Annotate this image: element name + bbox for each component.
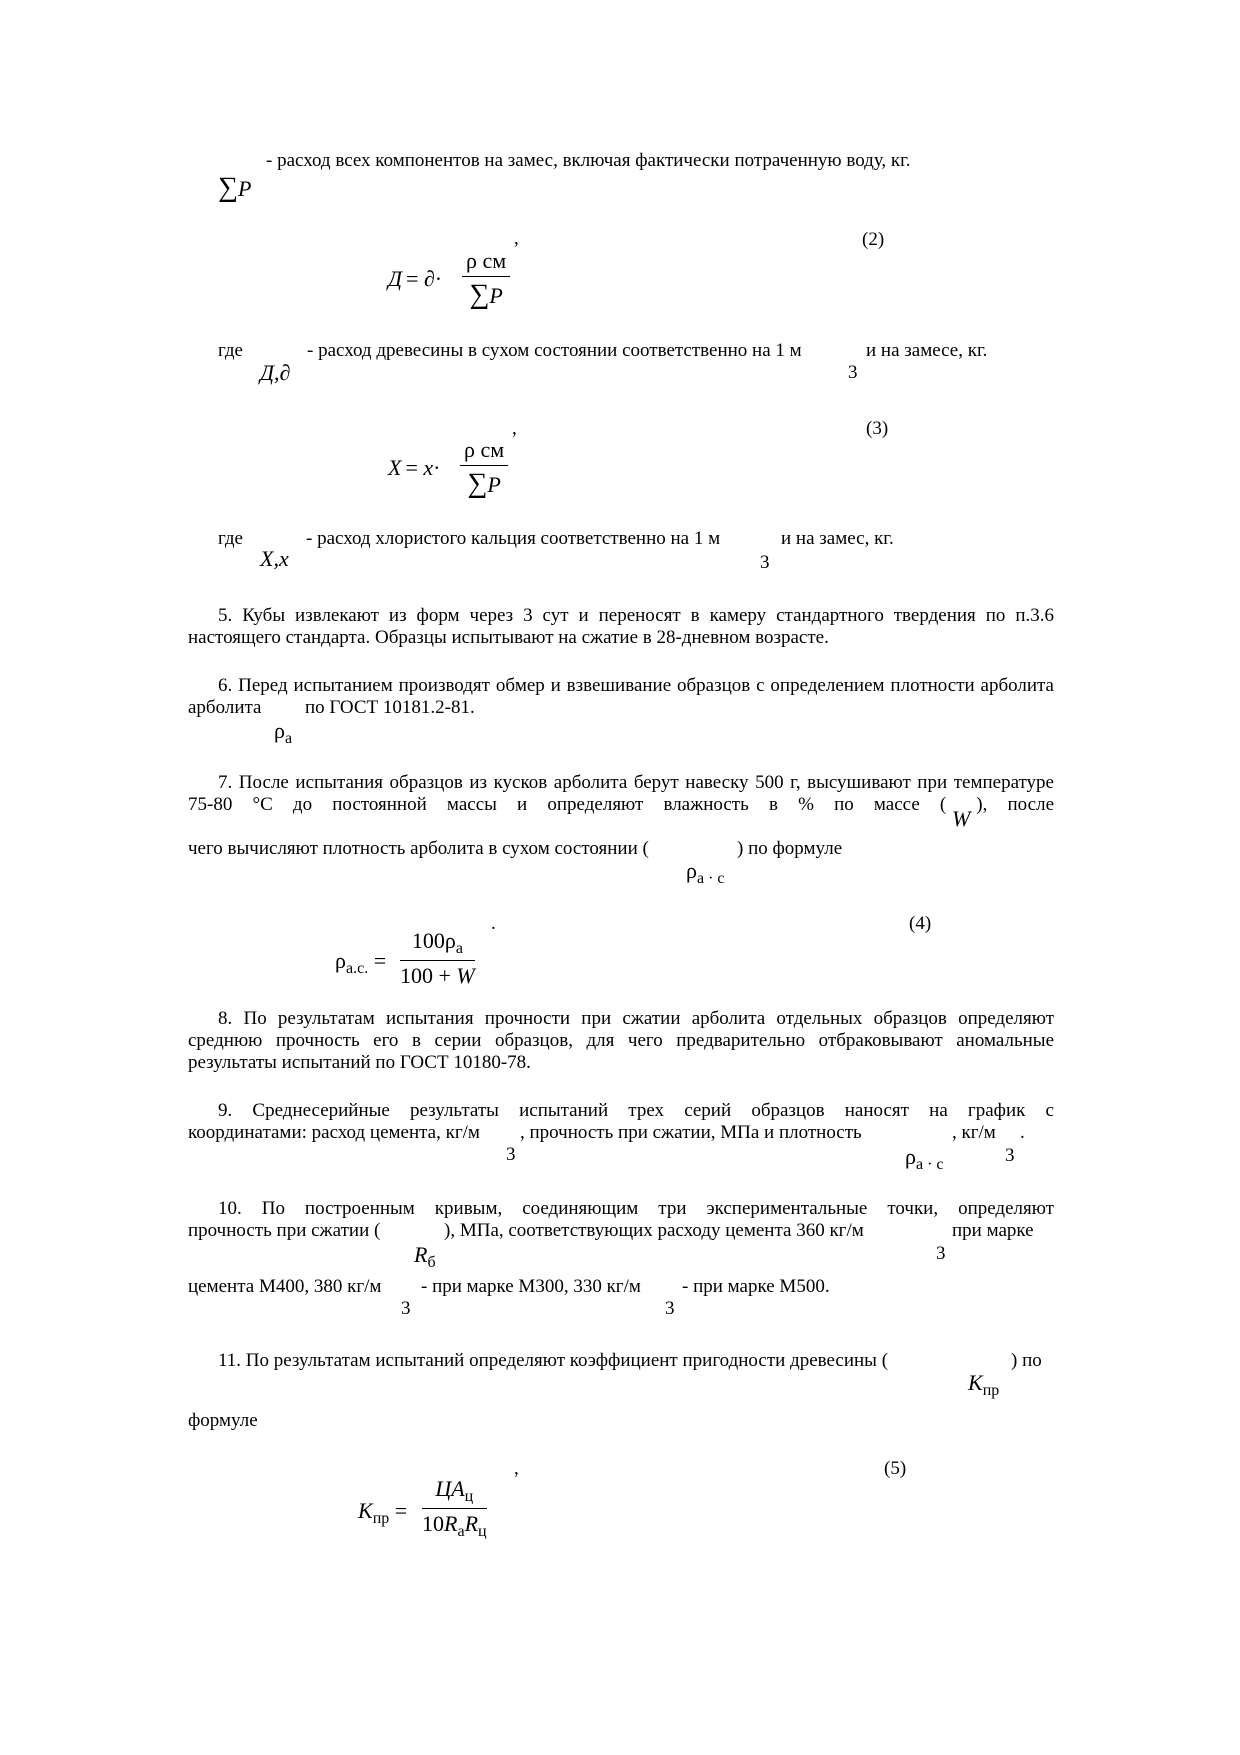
paragraph-11-a: 11. По результатам испытаний определяют коэффициент пригодности древесины ( [218, 1350, 889, 1371]
formula-4-den-var: W [456, 963, 475, 988]
formula-5-numerator [422, 1476, 487, 1509]
formula-3: X = x· [388, 455, 441, 480]
where-d-text: - расход древесины в сухом состоянии соответственно на 1 м [307, 340, 802, 361]
formula-2-fraction: ρ см ∑P [462, 248, 510, 311]
formula-5-lhs-char: K [358, 1498, 373, 1523]
paragraph-6-gost: по ГОСТ 10181.2-81. [305, 697, 475, 718]
paragraph-9-c: , прочность при сжатии, МПа и плотность [520, 1122, 862, 1143]
formula-5-lhs-sub: пр [372, 1510, 390, 1527]
where-x-symbol: X,x [260, 546, 289, 571]
where-x-sup: 3 [760, 552, 770, 573]
formula-2-denominator: P [489, 283, 503, 308]
paragraph-9-sup1: 3 [506, 1144, 516, 1165]
k-pr-sub: пр [982, 1382, 1000, 1399]
paragraph-11-c: формуле [188, 1410, 258, 1431]
formula-2: Д = ∂· [388, 266, 443, 291]
where-x-text: - расход хлористого кальция соответственно на 1 м [306, 528, 721, 549]
paragraph-9-line1: 9. Среднесерийные результаты испытаний трех серий образцов наносят на график с [218, 1100, 1054, 1121]
rho-a-char: ρ [274, 718, 285, 743]
sum-p-definition: - расход всех компонентов на замес, включая фактически потраченную воду, кг. [266, 150, 911, 171]
rho-ac-char: ρ [686, 858, 697, 883]
paragraph-10-sup1: 3 [936, 1243, 946, 1264]
formula-5-den-r2-sub: ц [478, 1523, 487, 1540]
formula-3-comma: , [512, 418, 517, 439]
rho-a-symbol [274, 718, 292, 748]
paragraph-9-d: , кг/м [952, 1122, 996, 1143]
where-d-symbol: Д,∂ [260, 360, 291, 385]
formula-3-numerator: ρ см [460, 437, 508, 466]
paragraph-7-line1 [188, 772, 1054, 816]
formula-3-denominator: P [487, 472, 501, 497]
paragraph-7-line3b: ) по формуле [737, 838, 843, 859]
paragraph-7-after: ), после [976, 794, 1054, 815]
paragraph-10-sup2: 3 [401, 1298, 411, 1319]
formula-5-num-a: ЦA [435, 1476, 465, 1501]
formula-4-number: (4) [909, 913, 932, 934]
formula-5-fraction [422, 1476, 487, 1541]
k-pr-char: K [968, 1370, 983, 1395]
k-pr-symbol [968, 1370, 999, 1400]
paragraph-9-sup2: 3 [1005, 1145, 1015, 1166]
formula-3-fraction: ρ см ∑P [460, 437, 508, 500]
where-x-lead: где [218, 528, 243, 549]
rho-ac-symbol-2 [905, 1144, 944, 1174]
formula-3-number: (3) [866, 418, 889, 439]
where-x-tail: и на замес, кг. [781, 528, 894, 549]
formula-2-number: (2) [862, 229, 885, 250]
formula-5-denominator [422, 1509, 487, 1541]
paragraph-6-arbolit: арболита [188, 697, 262, 718]
paragraph-7-line3a: чего вычисляют плотность арболита в сухом состоянии ( [188, 838, 649, 859]
formula-5-comma: , [514, 1458, 519, 1479]
formula-5-number: (5) [884, 1458, 907, 1479]
paragraph-11-b: ) по [1011, 1350, 1042, 1371]
paragraph-10-b2: ), МПа, соответствующих расходу цемента 360 кг/м [444, 1220, 864, 1241]
where-d-lead: где [218, 340, 243, 361]
formula-5-den-r1-sub: а [457, 1523, 465, 1540]
paragraph-10-sup3: 3 [665, 1298, 675, 1319]
formula-2-lhs: Д [388, 266, 402, 291]
sum-p-var: P [237, 176, 252, 201]
paragraph-8: 8. По результатам испытания прочности при сжатии арболита отдельных образцов определяют среднюю прочность его в серии образцов, для чего предварительно отбраковывают аномальные результаты испытаний по ГОСТ 10180-78. [188, 1008, 1054, 1073]
rho-ac2-sub: а · с [915, 1156, 944, 1173]
paragraph-9-b: координатами: расход цемента, кг/м [188, 1122, 480, 1143]
formula-4-comma: . [491, 913, 496, 934]
formula-2-comma: , [514, 228, 519, 249]
sum-p-symbol: ∑P [218, 172, 252, 203]
paragraph-10-b1: прочность при сжатии ( [188, 1220, 381, 1241]
where-d-sup: 3 [848, 362, 858, 383]
paragraph-10-c1: цемента М400, 380 кг/м [188, 1276, 382, 1297]
formula-4-num-sub: а [455, 940, 463, 957]
formula-3-var: x [423, 455, 434, 480]
paragraph-6-line1: 6. Перед испытанием производят обмер и взвешивание образцов с определением плотности арболита [218, 675, 1054, 696]
formula-4-lhs-char: ρ [335, 948, 346, 973]
formula-5-den-r2: R [464, 1511, 479, 1536]
formula-4-fraction [400, 928, 475, 989]
rho-ac-symbol [686, 858, 725, 888]
formula-4-num-coef: 100 [411, 928, 445, 953]
formula-3-lhs: X [388, 455, 402, 480]
paragraph-7-text: 7. После испытания образцов из кусков арболита берут навеску 500 г, высушивают при температуре 75-80 °С до постоянной массы и определяют влажность в % по массе ( [188, 772, 1054, 815]
formula-4-numerator [400, 928, 475, 961]
formula-2-var: ∂ [423, 266, 435, 291]
formula-2-numerator: ρ см [462, 248, 510, 277]
formula-4-denominator [400, 961, 475, 989]
w-symbol: W [952, 806, 971, 831]
rho-ac-sub: а · с [696, 870, 725, 887]
formula-4-den-text: 100 + [400, 963, 457, 988]
r-b-sub: б [427, 1254, 436, 1271]
paragraph-9-e: . [1020, 1122, 1025, 1143]
rho-ac2-char: ρ [905, 1144, 916, 1169]
paragraph-10-c3: - при марке М500. [682, 1276, 830, 1297]
paragraph-10-c2: - при марке М300, 330 кг/м [421, 1276, 641, 1297]
formula-5-num-sub: ц [464, 1488, 474, 1505]
paragraph-10-b3: при марке [952, 1220, 1034, 1241]
formula-4-lhs-sub: а.с. [345, 960, 369, 977]
formula-4-num-sym: ρ [444, 928, 456, 953]
formula-5-den-r1: R [444, 1511, 458, 1536]
formula-5-den-coef: 10 [422, 1511, 444, 1536]
r-b-symbol [414, 1242, 436, 1272]
r-b-char: R [414, 1242, 428, 1267]
where-d-tail: и на замесе, кг. [866, 340, 988, 361]
rho-a-sub: а [284, 730, 293, 747]
formula-4-lhs: ρа.с. = [335, 948, 387, 977]
paragraph-5: 5. Кубы извлекают из форм через 3 сут и переносят в камеру стандартного твердения по п.3.6 настоящего стандарта. Образцы испытывают на сжатие в 28-дневном возрасте. [188, 605, 1054, 648]
formula-5-lhs: Kпр = [358, 1498, 408, 1527]
paragraph-10-line1: 10. По построенным кривым, соединяющим три экспериментальные точки, определяют [218, 1198, 1054, 1219]
